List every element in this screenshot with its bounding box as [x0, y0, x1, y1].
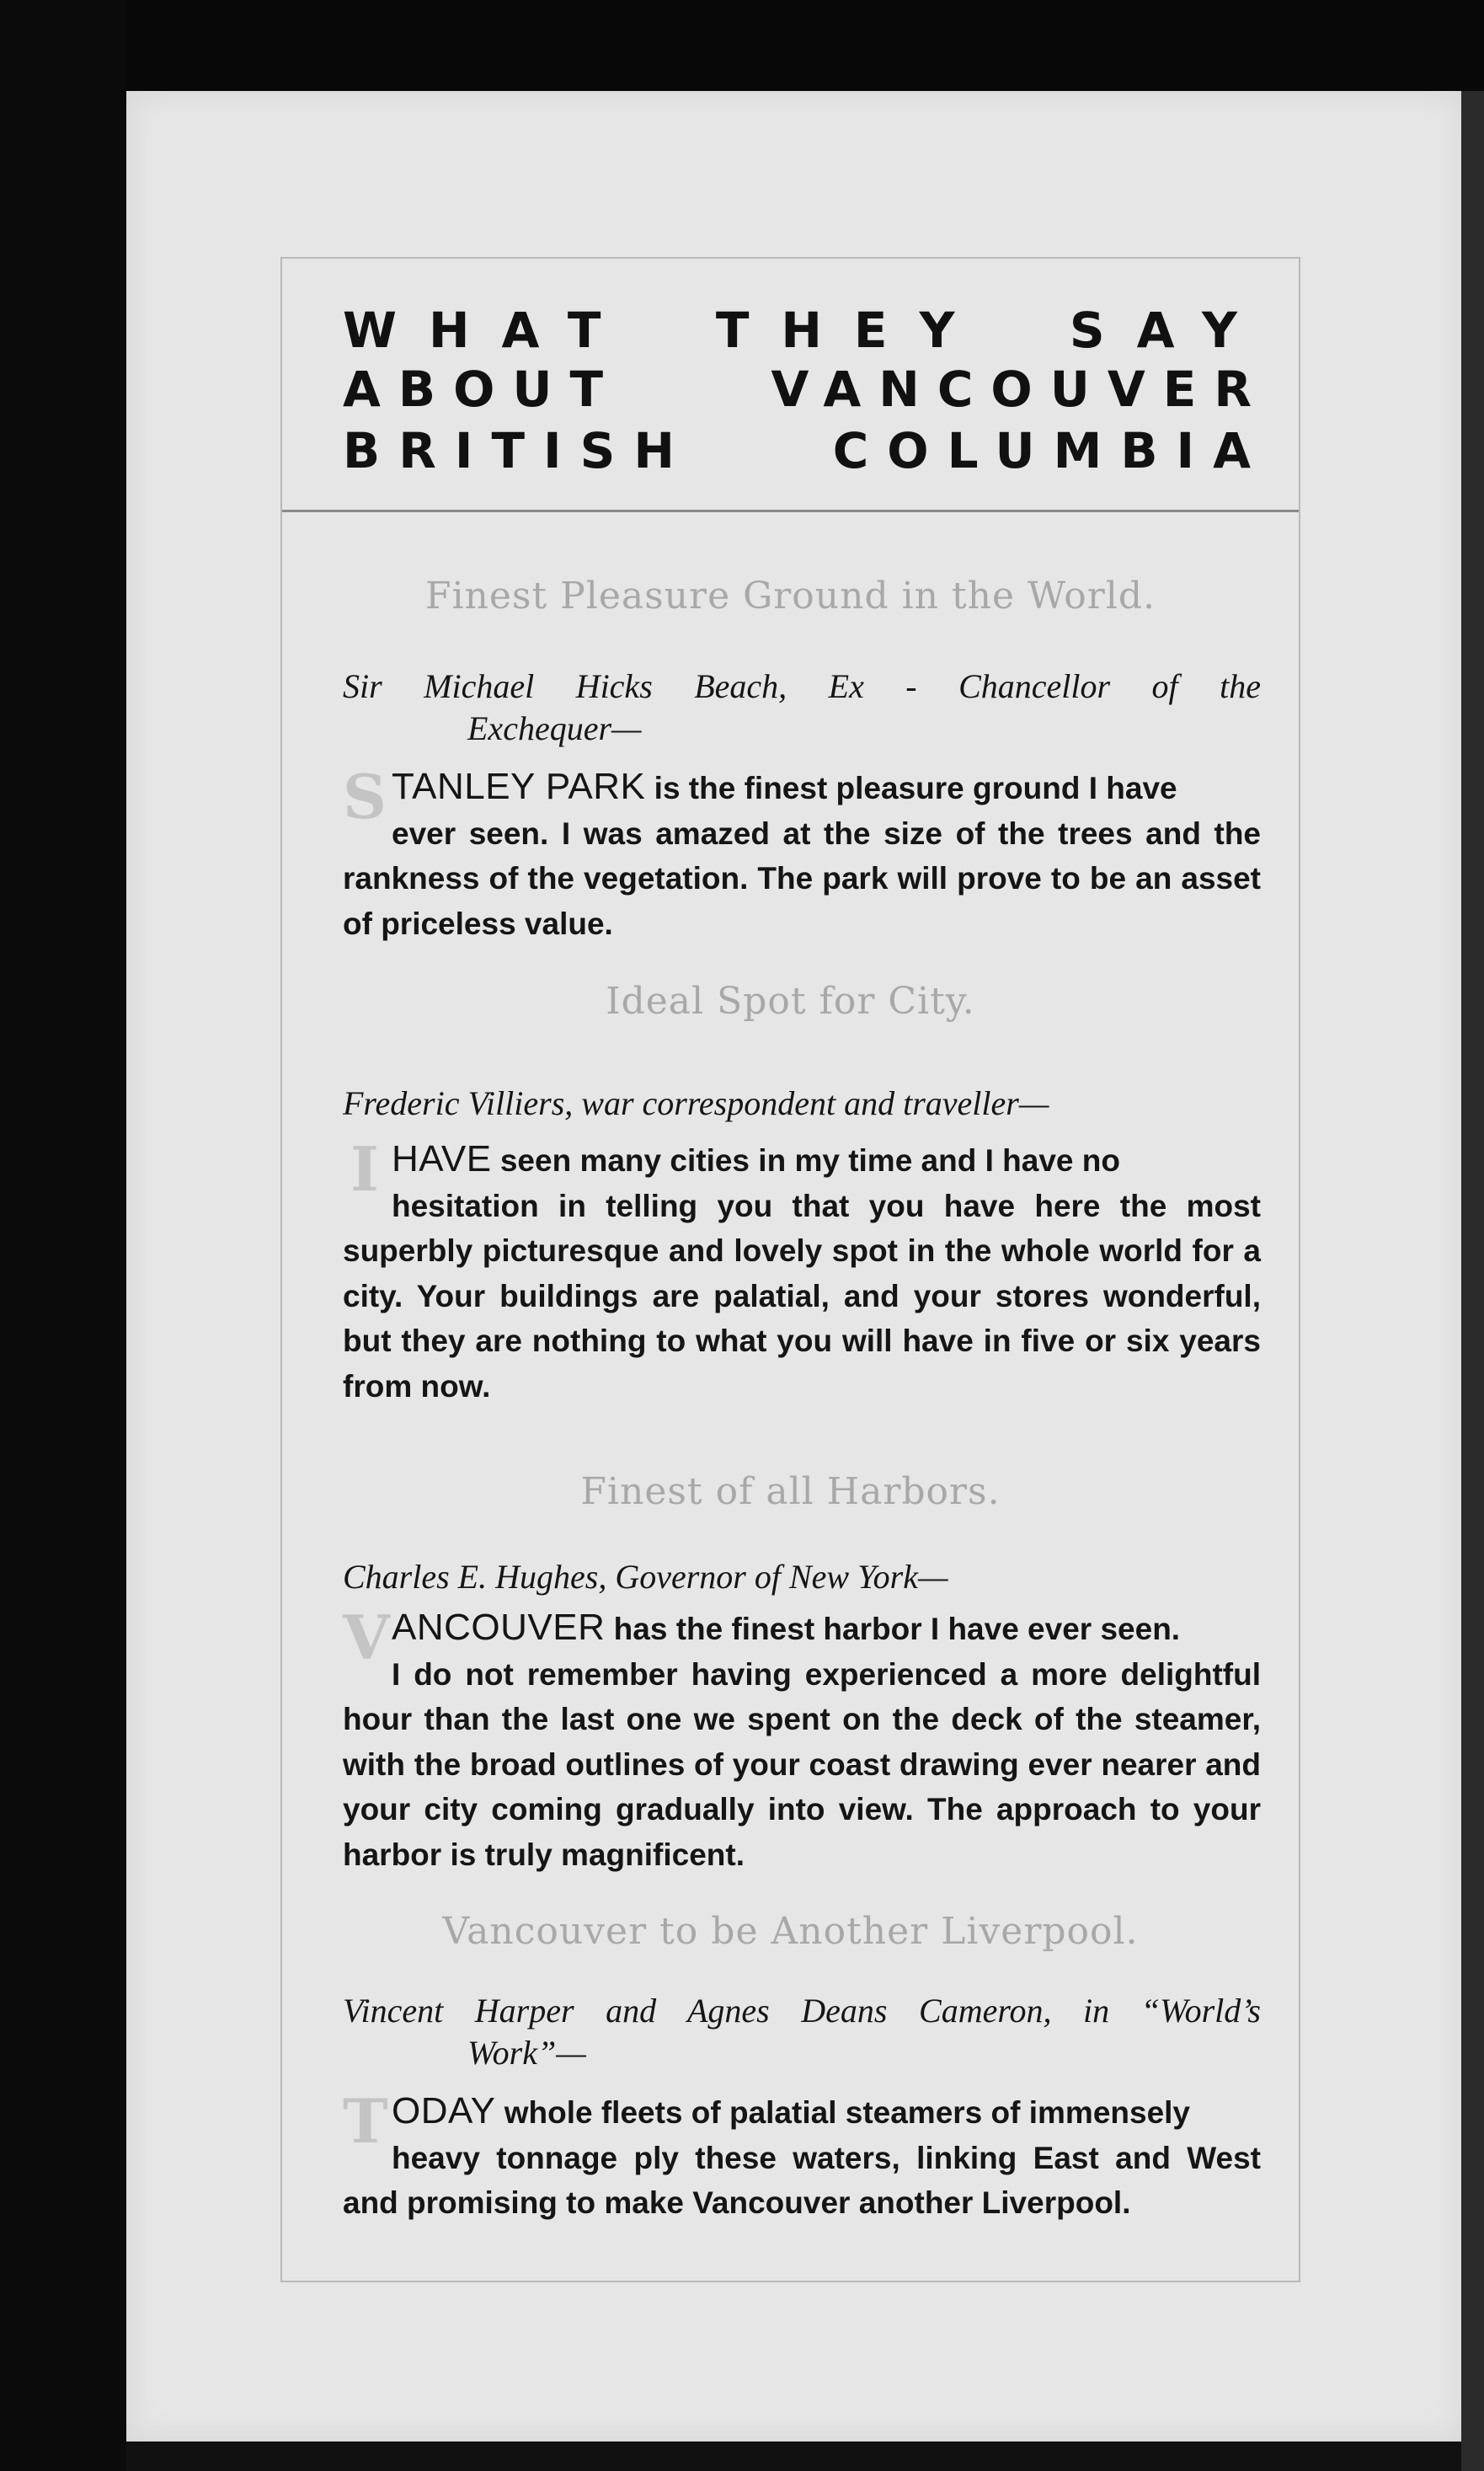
attribution-line: Exchequer— [467, 709, 642, 747]
quote-first-line [343, 1137, 1261, 1184]
quote-lead-word: ODAY [392, 2090, 496, 2131]
attribution-line: Sir Michael Hicks Beach, Ex - Chancellor of the [343, 667, 1261, 705]
attribution-line: Work”— [467, 2034, 586, 2072]
quote-attribution [343, 666, 1261, 750]
quote-line-text: whole fleets of palatial steamers of immensely [495, 2095, 1191, 2130]
title-block [282, 259, 1299, 512]
quote-body: ever seen. I was amazed at the size of the trees and the rankness of the vegetation. The park will prove to be an asset of priceless value. [343, 816, 1261, 941]
content-frame [280, 257, 1300, 2282]
quote-lead-word: HAVE [392, 1138, 492, 1179]
quote-text [343, 761, 1261, 946]
quote-line-text: has the finest harbor I have ever seen. [605, 1612, 1181, 1646]
quote-body: heavy tonnage ply these waters, linking East and West and promising to make Vancouver another Liverpool. [343, 2140, 1261, 2220]
title-line-2: ABOUT VANCOUVER [343, 361, 1269, 418]
quote-first-line [343, 2089, 1261, 2136]
attribution-line: Frederic Villiers, war correspondent and traveller— [343, 1084, 1049, 1122]
quote-body: I do not remember having experienced a more delightful hour than the last one we spent on the deck of the steamer, with the broad outlines of your coast drawing ever nearer and your city coming gradually into view. The approach to your harbor is truly magnificent. [343, 1656, 1261, 1872]
title-line-3: BRITISH COLUMBIA [343, 422, 1269, 479]
attribution-line: Charles E. Hughes, Governor of New York— [343, 1558, 948, 1596]
scan-background-left [0, 0, 126, 2471]
quote-first-line [343, 764, 1261, 811]
drop-cap: V [343, 1602, 390, 1673]
page-edge-strip [1461, 91, 1484, 2471]
section-heading: Finest Pleasure Ground in the World. [424, 575, 1156, 618]
drop-cap: T [343, 2085, 388, 2157]
title-line-1: WHAT THEY SAY [343, 302, 1269, 359]
quote-line-text: is the finest pleasure ground I have [645, 771, 1177, 805]
drop-cap: S [343, 761, 387, 832]
scan-background-top [0, 0, 1484, 93]
drop-cap: I [350, 1133, 379, 1205]
section-heading: Finest of all Harbors. [580, 1470, 1001, 1513]
quote-attribution [343, 1083, 1261, 1125]
section-heading: Vancouver to be Another Liverpool. [442, 1910, 1139, 1953]
quote-lead-word: TANLEY PARK [392, 766, 646, 807]
quote-lead-word: ANCOUVER [392, 1607, 606, 1648]
quote-attribution [343, 1556, 1261, 1598]
quote-text [343, 2085, 1261, 2226]
quote-line-text: seen many cities in my time and I have no [491, 1143, 1120, 1178]
quote-text [343, 1602, 1261, 1877]
quote-body: hesitation in telling you that you have here the most superbly picturesque and lovely spot in the whole world for a city. Your buildings are palatial, and your stores wonderful, but they are nothing to what you will have in five or six years from now. [343, 1188, 1261, 1404]
attribution-line: Vincent Harper and Agnes Deans Cameron, in “World’s [343, 1992, 1261, 2030]
quote-first-line [343, 1605, 1261, 1652]
section-heading: Ideal Spot for City. [606, 980, 975, 1023]
quote-attribution [343, 1990, 1261, 2074]
quote-text [343, 1133, 1261, 1409]
